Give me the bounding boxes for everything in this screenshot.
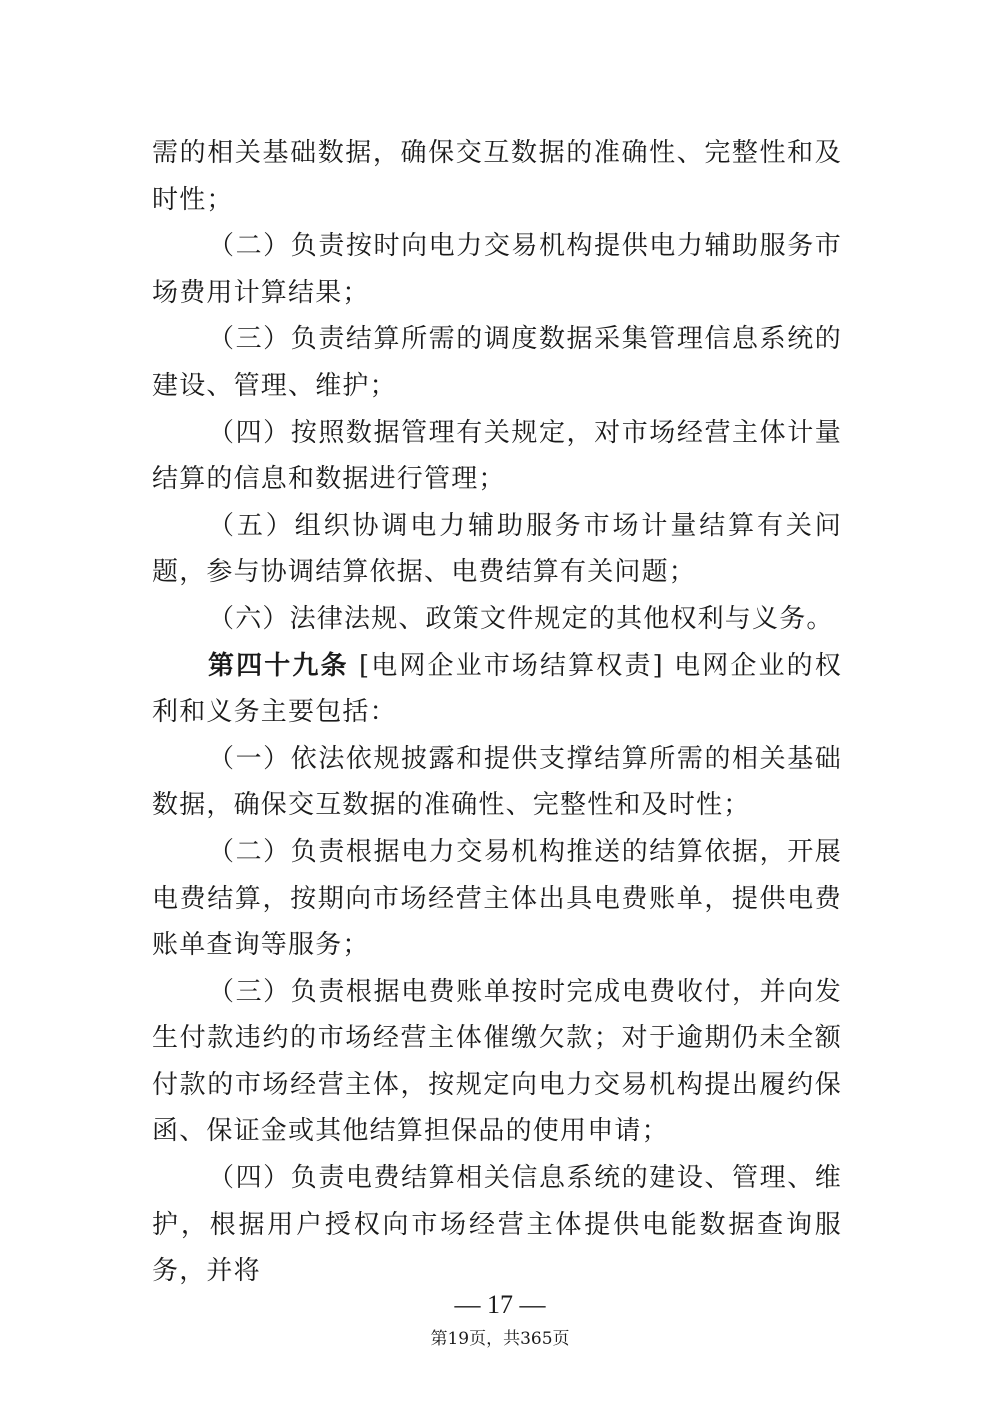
article-paragraph xyxy=(152,643,842,736)
paragraph-item-4: （四）按照数据管理有关规定，对市场经营主体计量结算的信息和数据进行管理； xyxy=(152,417,842,495)
paragraph-duty-2: （二）负责根据电力交易机构推送的结算依据，开展电费结算，按期向市场经营主体出具电费账单，提供电费账单查询等服务； xyxy=(152,836,842,961)
paragraph-duty-3: （三）负责根据电费账单按时完成电费收付，并向发生付款违约的市场经营主体催缴欠款；对于逾期仍未全额付款的市场经营主体，按规定向电力交易机构提出履约保函、保证金或其他结算担保品的使用申请； xyxy=(152,976,842,1147)
paragraph-item-6: （六）法律法规、政策文件规定的其他权利与义务。 xyxy=(208,603,834,634)
article-body: [电网企业市场结算权责] 电网企业的权利和义务主要包括： xyxy=(152,650,842,728)
paragraph-item-5: （五）组织协调电力辅助服务市场计量结算有关问题，参与协调结算依据、电费结算有关问题； xyxy=(152,510,842,588)
article-heading: 第四十九条 xyxy=(208,650,349,681)
page-number: — 17 — xyxy=(454,1290,546,1319)
paragraph-duty-4: （四）负责电费结算相关信息系统的建设、管理、维护，根据用户授权向市场经营主体提供电能数据查询服务，并将 xyxy=(152,1163,842,1287)
paragraph-duty-1: （一）依法依规披露和提供支撑结算所需的相关基础数据，确保交互数据的准确性、完整性和及时性； xyxy=(152,743,842,821)
page-count: 第19页，共365页 xyxy=(430,1329,570,1349)
paragraph-item-2: （二）负责按时向电力交易机构提供电力辅助服务市场费用计算结果； xyxy=(152,231,842,308)
paragraph-item-3: （三）负责结算所需的调度数据采集管理信息系统的建设、管理、维护； xyxy=(152,324,842,401)
paragraph-continuation: 需的相关基础数据，确保交互数据的准确性、完整性和及时性； xyxy=(152,138,842,215)
document-body xyxy=(152,130,842,1295)
